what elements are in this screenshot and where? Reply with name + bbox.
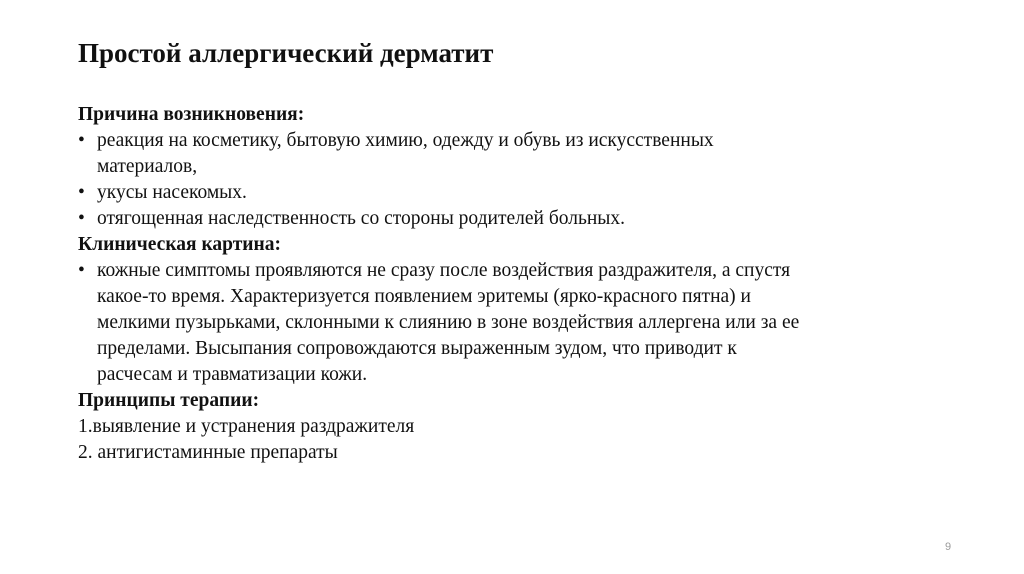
clinical-heading: Клиническая картина: [78,234,282,255]
clinical-line: расчесам и травматизации кожи. [97,364,368,385]
slide-title: Простой аллергический дерматит [78,38,494,68]
therapy-heading: Принципы терапии: [78,390,260,411]
bullet-mark: • [78,208,85,229]
cause-bullet-line: отягощенная наследственность со стороны родителей больных. [97,208,626,229]
cause-bullet-line: реакция на косметику, бытовую химию, одежду и обувь из искусственных [97,130,714,151]
page-number: 9 [944,541,952,553]
bullet-mark: • [78,130,85,151]
bullet-mark: • [78,260,85,281]
cause-bullet-heredity [78,206,958,232]
cause-heading: Причина возникновения: [78,104,305,125]
clinical-line: пределами. Высыпания сопровождаются выраженным зудом, что приводит к [97,338,737,359]
clinical-bullet [78,258,958,388]
clinical-line: кожные симптомы проявляются не сразу после воздействия раздражителя, а спустя [97,260,791,281]
cause-bullet-line: материалов, [97,156,198,177]
slide-content [78,102,958,466]
therapy-item-2: 2. антигистаминные препараты [78,442,338,463]
cause-bullet-line: укусы насекомых. [97,182,247,203]
cause-bullet-cosmetics [78,128,958,180]
therapy-item-1: 1.выявление и устранения раздражителя [78,416,415,437]
clinical-line: мелкими пузырьками, склонными к слиянию в зоне воздействия аллергена или за ее [97,312,800,333]
clinical-line: какое-то время. Характеризуется появлением эритемы (ярко-красного пятна) и [97,286,751,307]
bullet-mark: • [78,182,85,203]
cause-bullet-insects [78,180,958,206]
